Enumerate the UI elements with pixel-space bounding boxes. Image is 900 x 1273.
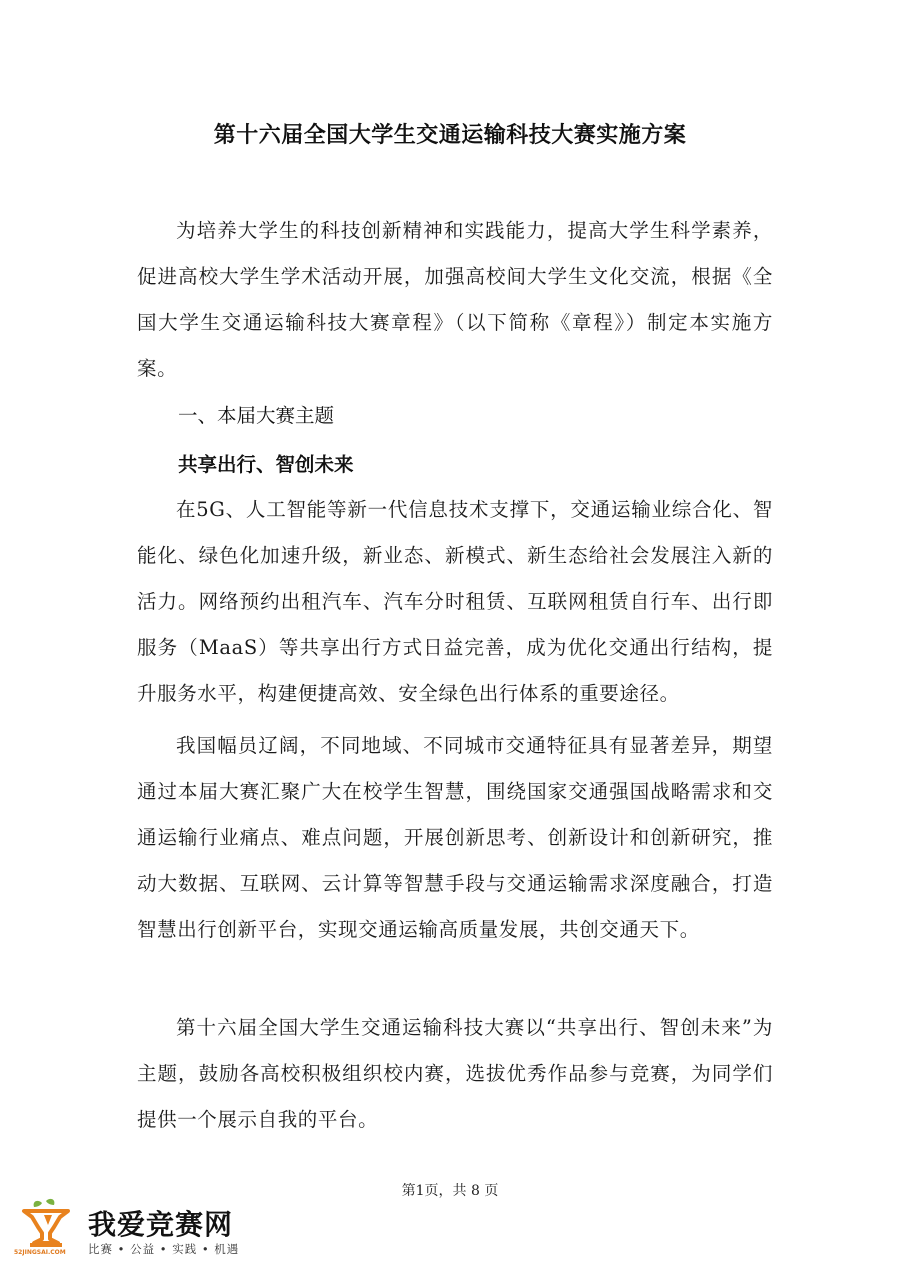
watermark-tagline: 比赛 • 公益 • 实践 • 机遇	[88, 1242, 240, 1256]
intro-block	[137, 208, 773, 392]
section-heading: 一、本届大赛主题	[178, 404, 335, 427]
watermark-name: 我爱竞赛网	[88, 1208, 234, 1241]
body-paragraph-3: 第十六届全国大学生交通运输科技大赛以“共享出行、智创未来”为主题，鼓励各高校积极组织校内赛，选拔优秀作品参与竞赛，为同学们提供一个展示自我的平台。	[137, 1016, 773, 1131]
page-indicator: 第1页，共 8 页	[401, 1183, 499, 1199]
body-paragraph-3-block	[137, 1005, 773, 1143]
body-paragraph-1: 在5G、人工智能等新一代信息技术支撑下，交通运输业综合化、智能化、绿色化加速升级，新业态、新模式、新生态给社会发展注入新的活力。网络预约出租汽车、汽车分时租赁、互联网租赁自行车、出行即服务（MaaS）等共享出行方式日益完善，成为优化交通出行结构，提升服务水平，构建便捷高效、安全绿色出行体系的重要途径。	[137, 498, 773, 705]
theme-heading: 共享出行、智创未来	[178, 453, 354, 476]
document-title: 第十六届全国大学生交通运输科技大赛实施方案	[213, 123, 687, 148]
body-paragraph-2-block	[137, 723, 773, 953]
body-paragraph-2: 我国幅员辽阔，不同地域、不同城市交通特征具有显著差异，期望通过本届大赛汇聚广大在校学生智慧，围绕国家交通强国战略需求和交通运输行业痛点、难点问题，开展创新思考、创新设计和创新研究，推动大数据、互联网、云计算等智慧手段与交通运输需求深度融合，打造智慧出行创新平台，实现交通运输高质量发展，共创交通天下。	[137, 734, 773, 941]
watermark-url: 52JINGSAI.COM	[14, 1249, 66, 1256]
body-paragraph-1-block	[137, 487, 773, 717]
watermark-logo	[14, 1197, 274, 1267]
intro-paragraph: 为培养大学生的科技创新精神和实践能力，提高大学生科学素养，促进高校大学生学术活动开展，加强高校间大学生文化交流，根据《全国大学生交通运输科技大赛章程》（以下简称《章程》）制定本实施方案。	[137, 219, 773, 380]
